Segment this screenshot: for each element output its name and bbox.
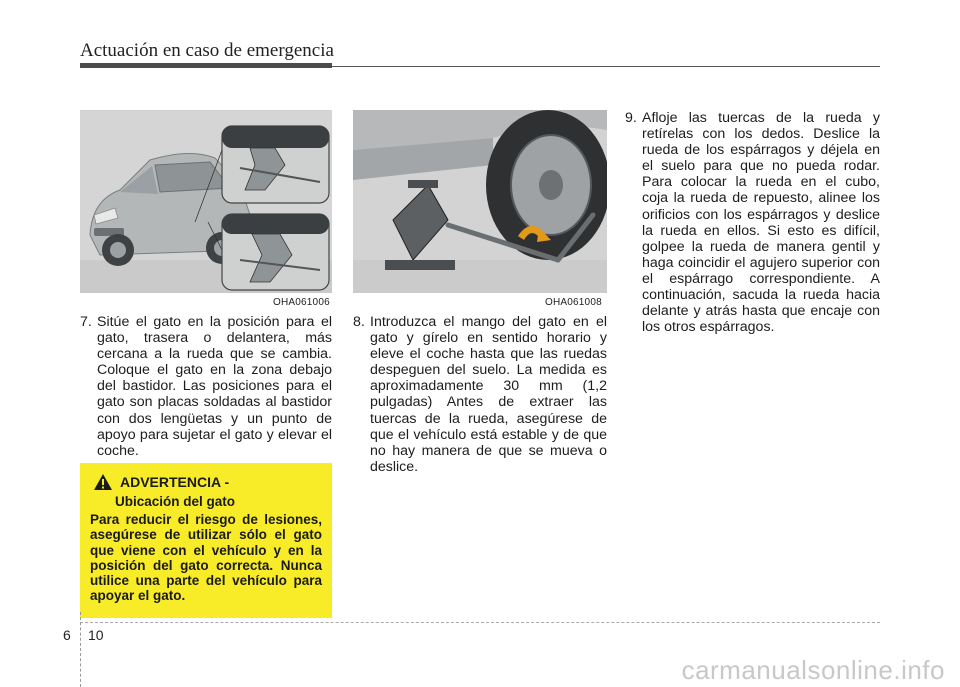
step-8 [353,314,607,475]
warning-triangle-icon [93,473,113,491]
warning-header [90,473,322,491]
chapter-number: 6 [63,627,71,643]
header-rule-thick [80,63,332,68]
section-title: Actuación en caso de emergencia [80,40,334,61]
header-rule-thin [332,66,880,67]
footer-divider [80,622,880,623]
figure-jack-handle [353,110,607,293]
figure-code: OHA061006 [273,297,330,308]
warning-title: ADVERTENCIA - [120,474,230,490]
warning-box [80,463,332,618]
step-text: Sitúe el gato en la posición para el gato, trasera o delantera, más cercana a la rueda que se cambia. Coloque el gato en la zona debajo del bastidor. Las posiciones para el gato son placas soldadas al bastidor con dos lengüetas y un punto de apoyo para sujetar el gato y elevar el coche. [97,314,332,459]
warning-body: Para reducir el riesgo de lesiones, asegúrese de utilizar sólo el gato que viene con el vehículo y en la posición del gato correcta. Nunca utilice una parte del vehículo para apoyar el gato. [90,512,322,604]
watermark: carmanualsonline.info [681,655,945,685]
figure-car-jack-points [80,110,332,293]
step-number: 8. [353,314,365,330]
page-number: 10 [88,627,104,643]
step-7 [80,314,332,459]
step-text: Introduzca el mango del gato en el gato y gírelo en sentido horario y eleve el coche hasta que las ruedas despeguen del suelo. La medida es aproximadamente 30 mm (1,2 pulgadas) Antes de extraer las tuercas de la rueda, asegúrese de que el vehículo está estable y de que no hay manera de que se mueva o deslice. [370,314,607,475]
step-9 [625,110,880,335]
step-number: 9. [625,110,637,126]
step-text: Afloje las tuercas de la rueda y retírelas con los dedos. Deslice la rueda de los espárragos y déjela en el suelo para que no pueda rodar. Para colocar la rueda en el cubo, coja la rueda de repuesto, alinee los orificios con los espárragos y deslice la rueda en ellos. Si esto es difícil, golpee la rueda de manera gentil y haga coincidir el agujero superior con el espárrago correspondiente. A continuación, sacuda la rueda hacia delante y atrás hasta que encaje con los otros espárragos. [642,110,880,336]
footer-gutter-line [80,612,81,687]
figure-code: OHA061008 [545,297,602,308]
warning-subtitle: Ubicación del gato [115,494,236,509]
step-number: 7. [80,314,92,330]
